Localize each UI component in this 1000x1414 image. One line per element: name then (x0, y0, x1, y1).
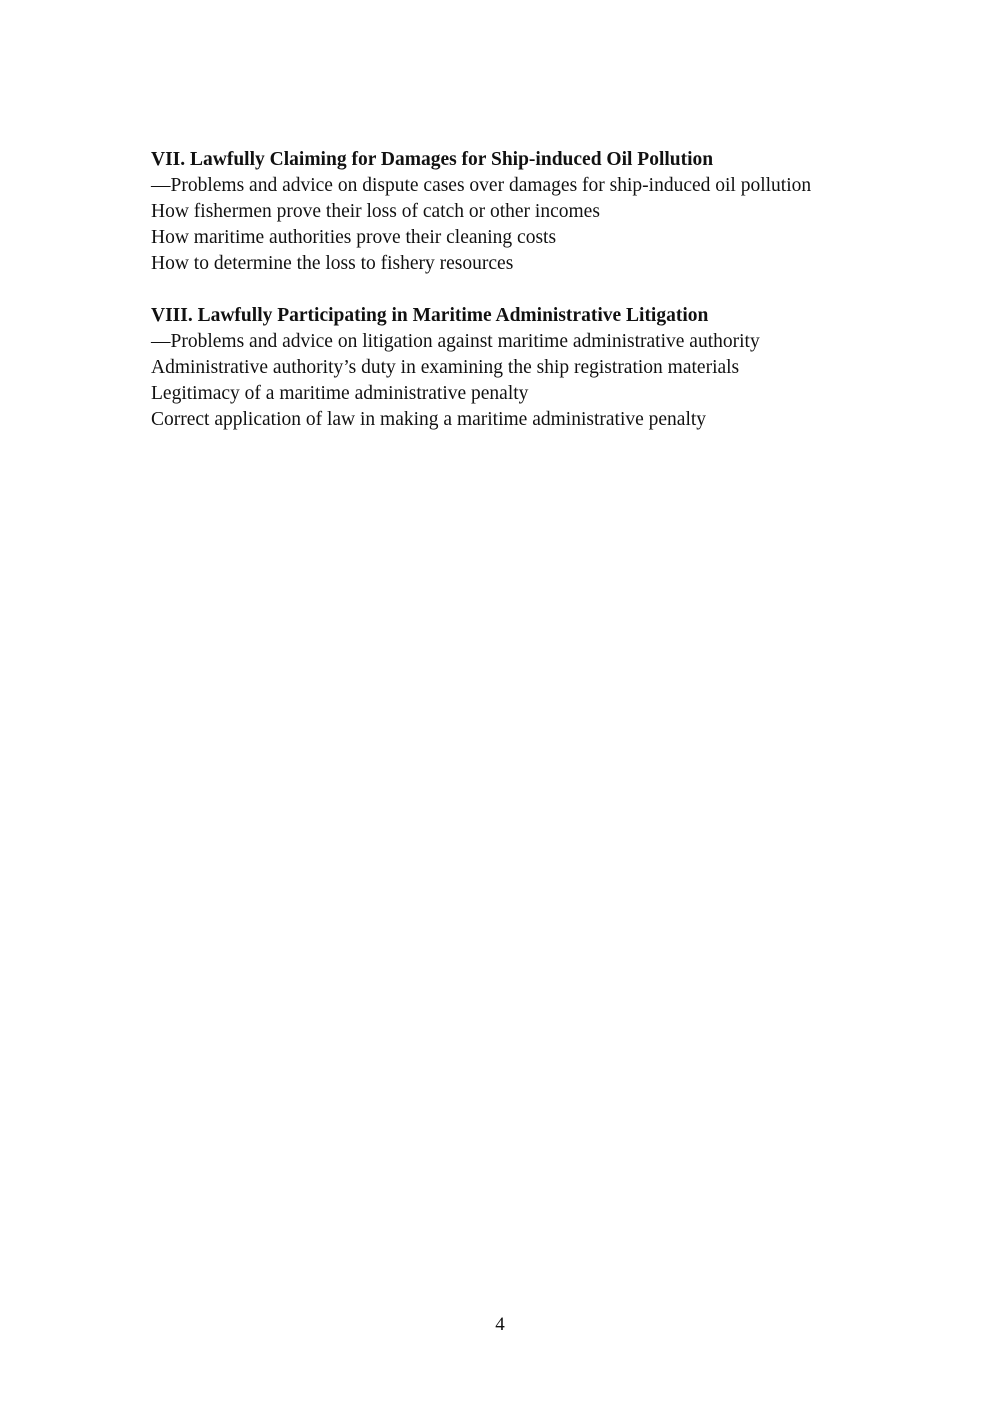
section-subtitle: —Problems and advice on litigation against maritime administrative authority (151, 331, 760, 352)
section-subtitle: —Problems and advice on dispute cases over damages for ship-induced oil pollution (151, 175, 812, 196)
section-item: How fishermen prove their loss of catch or other incomes (151, 201, 600, 222)
section-viii (151, 303, 871, 433)
section-item: How maritime authorities prove their cleaning costs (151, 227, 557, 248)
section-item: How to determine the loss to fishery resources (151, 253, 514, 274)
section-heading: VIII. Lawfully Participating in Maritime Administrative Litigation (151, 305, 709, 326)
section-heading: VII. Lawfully Claiming for Damages for Ship-induced Oil Pollution (151, 149, 714, 170)
section-item: Administrative authority’s duty in examining the ship registration materials (151, 357, 740, 378)
page-number: 4 (495, 1314, 505, 1335)
page-content (151, 147, 871, 459)
section-item: Legitimacy of a maritime administrative penalty (151, 383, 529, 404)
section-item: Correct application of law in making a maritime administrative penalty (151, 409, 707, 430)
section-vii (151, 147, 871, 277)
